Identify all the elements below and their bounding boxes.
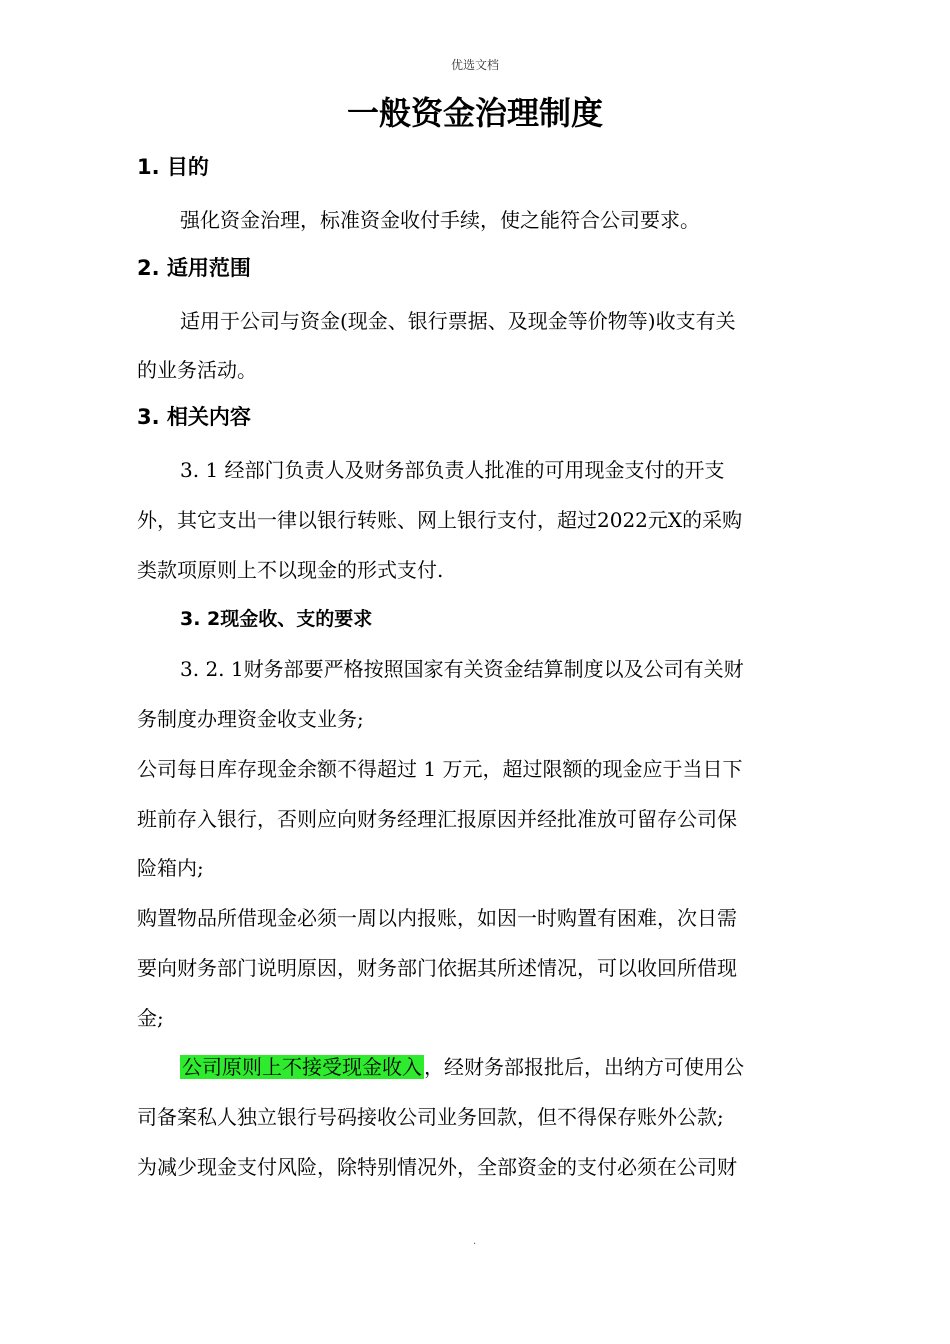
cash-income-line-2: 司备案私人独立银行号码接收公司业务回款，但不得保存账外公款; xyxy=(137,1105,724,1129)
section-3-heading: 3. 相关内容 xyxy=(137,405,251,429)
page-footer: . xyxy=(473,1236,477,1247)
clause-3-1-line-2: 外，其它支出一律以银行转账、网上银行支付，超过2022元X的采购 xyxy=(137,508,743,532)
page-header: 优选文档 xyxy=(450,58,499,72)
cash-limit-line-3: 险箱内; xyxy=(137,856,204,880)
section-2-paragraph-line-1: 适用于公司与资金(现金、银行票据、及现金等价物等)收支有关 xyxy=(180,309,736,333)
clause-3-2-1-line-2: 务制度办理资金收支业务; xyxy=(137,707,364,731)
clause-3-1-line-1: 3. 1 经部门负责人及财务部负责人批准的可用现金支付的开支 xyxy=(180,458,725,482)
borrowed-cash-line-1: 购置物品所借现金必须一周以内报账，如因一时购置有困难，次日需 xyxy=(137,906,737,930)
cash-limit-line-2: 班前存入银行，否则应向财务经理汇报原因并经批准放可留存公司保 xyxy=(137,807,737,831)
section-1-heading: 1. 目的 xyxy=(137,155,209,179)
borrowed-cash-line-2: 要向财务部门说明原因，财务部门依据其所述情况，可以收回所借现 xyxy=(137,956,737,980)
clause-3-2-heading: 3. 2现金收、支的要求 xyxy=(180,608,373,630)
cash-limit-line-1: 公司每日库存现金余额不得超过 1 万元，超过限额的现金应于当日下 xyxy=(137,757,743,781)
document-title: 一般资金治理制度 xyxy=(346,94,603,132)
section-1-paragraph: 强化资金治理，标准资金收付手续，使之能符合公司要求。 xyxy=(180,208,700,232)
clause-3-1-line-3: 类款项原则上不以现金的形式支付. xyxy=(137,558,444,582)
highlighted-text: 公司原则上不接受现金收入 xyxy=(182,1055,422,1079)
cash-income-line-1-rest: ，经财务部报批后，出纳方可使用公 xyxy=(424,1055,744,1079)
clause-3-2-1-line-1: 3. 2. 1财务部要严格按照国家有关资金结算制度以及公司有关财 xyxy=(180,657,744,681)
cash-income-line-1 xyxy=(180,1052,870,1082)
payment-risk-line-1: 为减少现金支付风险，除特别情况外，全部资金的支付必须在公司财 xyxy=(137,1155,737,1179)
section-2-heading: 2. 适用范围 xyxy=(137,256,251,280)
section-2-paragraph-line-2: 的业务活动。 xyxy=(137,358,257,382)
borrowed-cash-line-3: 金; xyxy=(137,1006,164,1030)
